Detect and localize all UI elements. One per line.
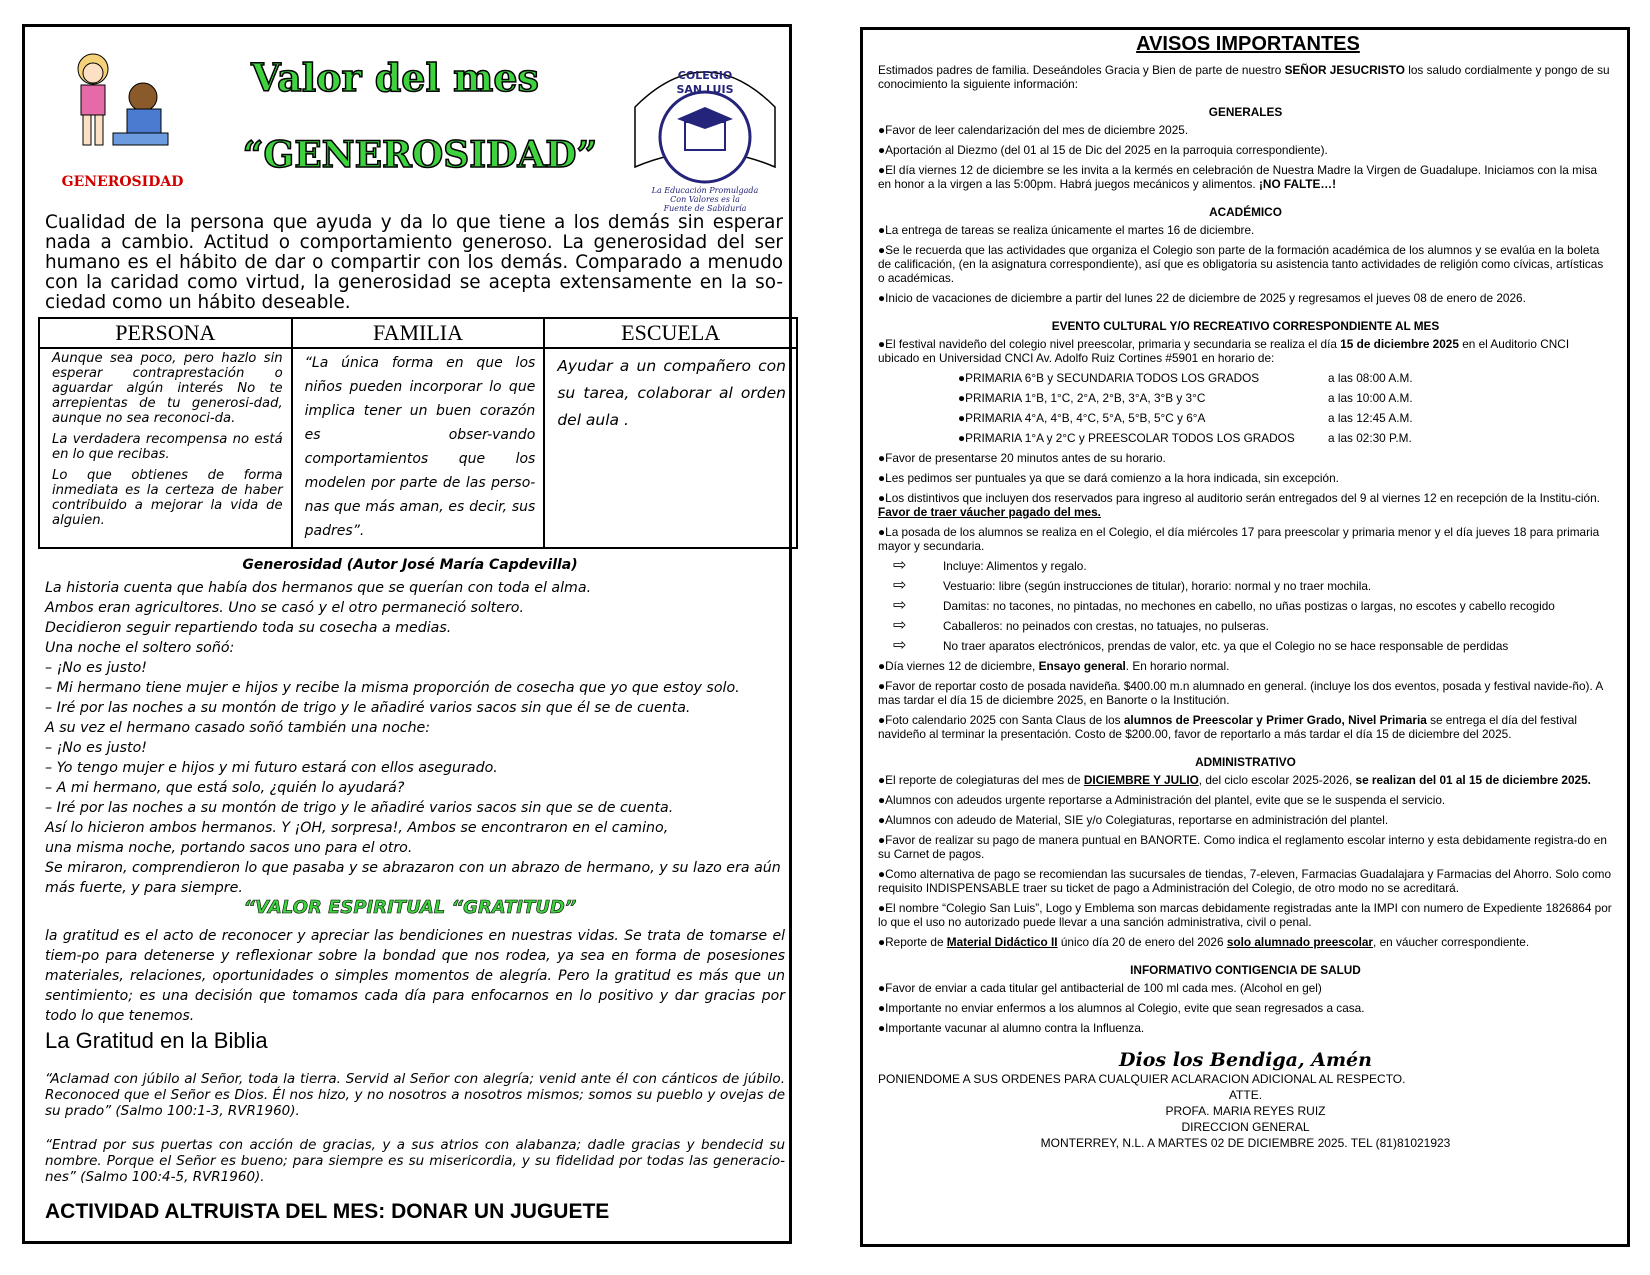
ensayo-text: Día viernes 12 de diciembre, [885,659,1039,673]
story-line: una misma noche, portando sacos uno para el otro. [45,840,413,856]
story-line: Decidieron seguir repartiendo toda su cosecha a medias. [45,620,452,636]
material-text: único día 20 de enero del 2026 [1057,935,1227,949]
bullet-item: ● Les pedimos ser puntuales ya que se dará comienzo a la hora indicada, sin excepción. [878,471,1613,485]
material-text: , en váucher correspondiente. [1373,935,1530,949]
ensayo-bold: Ensayo general [1038,659,1126,673]
closing-line: ATTE. [1228,1088,1263,1102]
bullet-item [878,491,1613,519]
header-escuela: ESCUELA [544,318,797,348]
header-persona: PERSONA [39,318,292,348]
schedule-time: a las 02:30 P.M. [1328,431,1412,445]
material-bold: solo alumnado preescolar [1226,935,1374,949]
bullet-item: ● Inicio de vacaciones de diciembre a partir del lunes 22 de diciembre de 2025 y regresamos el jueves 08 de enero de 2026. [878,291,1613,305]
bullet-item: ● El nombre “Colegio San Luis”, Logo y Emblema son marcas debidamente registradas ante la IMPI con numero de Expediente 1826864 por lo que el uso no autorizado puede llevar a una sanción administrativa, civil o penal. [878,901,1613,929]
story-line: – Yo tengo mujer e hijos y mi futuro estará con ellos asegurado. [45,760,498,776]
arrow-text: No traer aparatos electrónicos, prendas de valor, etc. ya que el Colegio no se hace responsable de perdidas [943,639,1509,653]
academico-heading: ACADÉMICO [1209,205,1282,219]
bullet-item: ● Alumnos con adeudos urgente reportarse a Administración del plantel, evite que se le suspenda el servicio. [878,793,1613,807]
foto-text: se entrega el día del festival navideño al terminar la presentación. Costo de $200.00, favor de reportarlo a más tardar el día 15 de diciembre del 2025. [878,713,1577,741]
bullet-item: ● Importante no enviar enfermos a los alumnos al Colegio, evite que sean regresados a casa. [878,1001,1613,1015]
logo-text-bottom: SAN LUIS [676,83,734,96]
coleg-text: , del ciclo escolar 2025-2026, [1198,773,1356,787]
story-line: Así lo hicieron ambos hermanos. Y ¡OH, sorpresa!, Ambos se encontraron en el camino, [45,820,669,836]
place-date-phone: MONTERREY, N.L. A MARTES 02 DE DICIEMBRE 2025. TEL (81)81021923 [1040,1136,1451,1150]
material-bold: Material Didáctico II [946,935,1058,949]
schedule-group: ● PRIMARIA 4°A, 4°B, 4°C, 5°A, 5°B, 5°C y 6°A [958,411,1328,425]
bullet-item: ● Favor de presentarse 20 minutos antes de su horario. [878,451,1613,465]
schedule-row [958,431,1613,445]
greeting [878,63,1613,91]
bullet-item [878,659,1613,673]
festival-text: El festival navideño del colegio nivel preescolar, primaria y secundaria se realiza el día [885,337,1341,351]
story-line: Se miraron, comprendieron lo que pasaba y se abrazaron con un abrazo de hermano, y su lazo era aún más fuerte, y para siempre. [45,860,781,896]
schedule-time: a las 08:00 A.M. [1328,371,1413,385]
bullet-item [878,713,1613,741]
logo-motto-1: La Educación Promulgada [651,186,759,195]
story-text [45,578,785,898]
distintivos-bold: Favor de traer váucher pagado del mes. [878,505,1101,519]
story-line: – ¡No es justo! [45,660,147,676]
greeting-text: los saludo cordialmente y pongo de su conocimiento la siguiente información: [878,63,1610,91]
schedule-row [958,371,1613,385]
generosidad-definition: Cualidad de la persona que ayuda y da lo que tiene a los demás sin esperar nada a cambio. Actitud o comportamiento generoso. La generosidad del ser humano es el hábito de dar o compartir con los demás. Comparado a menudo con la caridad como virtud, la generosidad se acepta extensamente en la so-ciedad como un hábito deseable. [45,212,783,313]
persona-text-2: La verdadera recompensa no está en lo que recibas. [52,432,283,462]
bullet-item: ● Como alternativa de pago se recomiendan las sucursales de tiendas, 7-eleven, Farmacias Guadalajara y Farmacias del Ahorro. Solo como requisito INDISPENSABLE traer su ticket de pago a Administración del Colegio, de otro modo no se acreditará. [878,867,1613,895]
persona-cell [39,348,292,548]
bullet-item: ● Aportación al Diezmo (del 01 al 15 de Dic del 2025 en la parroquia correspondiente). [878,143,1613,157]
arrow-text: Incluye: Alimentos y regalo. [943,559,1087,573]
logo-text-top: COLEGIO [677,69,733,82]
material-text: Reporte de [885,935,947,949]
schedule-time: a las 10:00 A.M. [1328,391,1413,405]
coleg-text: El reporte de colegiaturas del mes de [885,773,1084,787]
bullet-item: ● Favor de reportar costo de posada navideña. $400.00 m.n alumnado en general. (incluye los dos eventos, posada y festival navide-ño). A mas tardar el día 15 de diciembre 2025, en Banorte o la Institución. [878,679,1613,707]
schedule-group: ● PRIMARIA 1°A y 2°C y PREESCOLAR TODOS LOS GRADOS [958,431,1328,445]
administrativo-heading: ADMINISTRATIVO [1195,755,1296,769]
story-line: – ¡No es justo! [45,740,147,756]
story-line: – Iré por las noches a su montón de trigo y le añadiré varios sacos sin que él se de cuenta. [45,700,691,716]
arrow-text: Damitas: no tacones, no pintadas, no mechones en cabello, no uñas postizas o largas, no escotes y cabello recogido [943,599,1555,613]
bullet-item [878,337,1613,365]
story-line: – Mi hermano tiene mujer e hijos y recibe la misma proporción de cosecha que yo que estoy solo. [45,680,740,696]
header-familia: FAMILIA [292,318,545,348]
actividad-altruista: ACTIVIDAD ALTRUISTA DEL MES: DONAR UN JUGUETE [45,1200,610,1223]
story-line: – Iré por las noches a su montón de trigo y le añadiré varios sacos sin que se de cuenta. [45,800,674,816]
closing-line: PONIENDOME A SUS ORDENES PARA CUALQUIER ACLARACION ADICIONAL AL RESPECTO. [878,1072,1406,1086]
coleg-months: DICIEMBRE Y JULIO [1083,773,1199,787]
gratitud-biblia-heading: La Gratitud en la Biblia [45,1028,268,1053]
bullet-item: ● Se le recuerda que las actividades que organiza el Colegio son parte de la formación académica de los alumnos y se evalúa en la boleta de calificación, (en la asignatura correspondiente), así que es obligatoria su asistencia tanto actividades de religión como cívicas, artísticas o académicas. [878,243,1613,285]
blessing: Dios los Bendiga, Amén [1119,1049,1372,1071]
persona-text-3: Lo que obtienes de forma inmediata es la certeza de haber contribuido a mejorar la vida de alguien. [52,468,283,528]
arrow-item [893,599,1613,613]
persona-text-1: Aunque sea poco, pero hazlo sin esperar contraprestación o aguardar algún interés No te arrepientas de tu generosi-dad, aunque no sea reconoci-da. [52,351,283,426]
arrow-text: Vestuario: libre (según instrucciones de titular), horario: normal y no traer mochila. [943,579,1372,593]
generosidad-caption: GENEROSIDAD [61,174,184,190]
bible-verse-2: “Entrad por sus puertas con acción de gracias, y a sus atrios con alabanza; dadle gracias y bendecid su nombre. Porque el Señor es bueno; para siempre es su misericordia, y su fidelidad por todas las generacio-nes” (Salmo 100:4-5, RVR1960). [45,1137,785,1185]
bullet-item: ● Favor de leer calendarización del mes de diciembre 2025. [878,123,1613,137]
bullet-item: ● La posada de los alumnos se realiza en el Colegio, el día miércoles 17 para preescolar y primaria menor y el día jueves 18 para primaria mayor y secundaria. [878,525,1613,553]
right-panel [860,27,1630,1247]
arrow-text: Caballeros: no peinados con crestas, no tatuajes, no pulseras. [943,619,1269,633]
greeting-text: Estimados padres de familia. Deseándoles Gracia y Bien de parte de nuestro [878,63,1285,77]
escuela-cell: Ayudar a un compañero con su tarea, colaborar al orden del aula . [544,348,797,548]
arrow-item [893,639,1613,653]
evento-heading: EVENTO CULTURAL Y/O RECREATIVO CORRESPONDIENTE AL MES [1051,319,1440,333]
story-line: La historia cuenta que había dos hermanos que se querían con toda el alma. [45,580,592,596]
greeting-bold: SEÑOR JESUCRISTO [1284,63,1405,77]
colegio-san-luis-logo [625,47,785,212]
story-line: Una noche el soltero soñó: [45,640,235,656]
closing [878,1071,1613,1151]
schedule-group: ● PRIMARIA 1°B, 1°C, 2°A, 2°B, 3°A, 3°B y 3°C [958,391,1328,405]
valor-espiritual-title: “VALOR ESPIRITUAL “GRATITUD” [243,897,577,918]
schedule-group: ● PRIMARIA 6°B y SECUNDARIA TODOS LOS GRADOS [958,371,1328,385]
foto-text: Foto calendario 2025 con Santa Claus de los [885,713,1124,727]
arrow-icon: ⇨ [893,637,907,654]
kermes-bold: ¡NO FALTE…! [1259,177,1337,191]
bullet-item: ● Alumnos con adeudo de Material, SIE y/o Colegiaturas, reportarse en administración del plantel. [878,813,1613,827]
values-table [38,317,798,549]
arrow-icon: ⇨ [893,557,907,574]
familia-cell: “La única forma en que los niños pueden incorporar lo que implica tener un buen corazón es obser-vando comportamientos que los modelen por parte de las perso-nas que más aman, es decir, sus padres”. [292,348,545,548]
story-line: – A mi hermano, que está solo, ¿quién lo ayudará? [45,780,405,796]
generosidad-title: “GENEROSIDAD” [242,134,598,176]
distintivos-text: Los distintivos que incluyen dos reservados para ingreso al auditorio serán entregados del 9 al viernes 12 en recepción de la Institu-ción. [885,491,1600,505]
avisos-body [878,63,1613,1151]
story-line: A su vez el hermano casado soñó también una noche: [45,720,431,736]
festival-date: 15 de diciembre 2025 [1340,337,1459,351]
arrow-item [893,579,1613,593]
bullet-item: ● La entrega de tareas se realiza únicamente el martes 16 de diciembre. [878,223,1613,237]
bullet-item [878,773,1613,787]
values-table-row [39,348,797,548]
girl-helping-man-illustration [53,47,178,157]
salud-heading: INFORMATIVO CONTIGENCIA DE SALUD [1130,963,1361,977]
avisos-title: AVISOS IMPORTANTES [1136,33,1360,55]
generales-heading: GENERALES [1208,105,1283,119]
ensayo-text: . En horario normal. [1125,659,1230,673]
bullet-item: ● Favor de realizar su pago de manera puntual en BANORTE. Como indica el reglamento escolar interno y esta debidamente registra-do en su Carnet de pagos. [878,833,1613,861]
schedule-time: a las 12:45 A.M. [1328,411,1413,425]
bullet-item: ● Favor de enviar a cada titular gel antibacterial de 100 ml cada mes. (Alcohol en gel) [878,981,1613,995]
bullet-item: ● Importante vacunar al alumno contra la Influenza. [878,1021,1613,1035]
bullet-item [878,163,1613,191]
signature-title: DIRECCION GENERAL [1181,1120,1310,1134]
festival-text: en el Auditorio CNCI ubicado en Universidad CNCI Av. Adolfo Ruiz Cortines #5901 en horario de: [878,337,1570,365]
arrow-item [893,619,1613,633]
story-title: Generosidad (Autor José María Capdevilla) [242,557,578,573]
left-panel [22,24,792,1244]
schedule-row [958,411,1613,425]
signature-name: PROFA. MARIA REYES RUIZ [1165,1104,1326,1118]
kermes-text: El día viernes 12 de diciembre se les invita a la kermés en celebración de Nuestra Madre la Virgen de Guadalupe. Iniciamos con la misa en honor a la virgen a las 5:00pm. Habrá juegos mecánicos y alimentos. [878,163,1598,191]
coleg-dates: se realizan del 01 al 15 de diciembre 2025. [1355,773,1591,787]
arrow-item [893,559,1613,573]
logo-motto-3: Fuente de Sabiduría [663,204,747,212]
gratitud-text: la gratitud es el acto de reconocer y apreciar las bendiciones en nuestras vidas. Se trata de tomarse el tiem-po para detenerse y reflexionar sobre la bondad que nos rodea, ya sea en forma de posesiones materiales, relaciones, oportunidades o simples momentos de alegría. Pero la gratitud es más que un sentimiento; es una decisión que tomamos cada día para enfocarnos en lo positivo y dar gracias por todo lo que tenemos. [45,928,785,1024]
arrow-icon: ⇨ [893,617,907,634]
arrow-icon: ⇨ [893,597,907,614]
valor-del-mes-title: Valor del mes [251,55,539,100]
arrow-icon: ⇨ [893,577,907,594]
logo-motto-2: Con Valores es la [670,195,740,204]
values-table-header [39,318,797,348]
foto-bold: alumnos de Preescolar y Primer Grado, Nivel Primaria [1123,713,1427,727]
bullet-item [878,935,1613,949]
schedule-row [958,391,1613,405]
story-line: Ambos eran agricultores. Uno se casó y el otro permaneció soltero. [45,600,524,616]
bible-verse-1: “Aclamad con júbilo al Señor, toda la tierra. Servid al Señor con alegría; venid ante él con cánticos de júbilo. Reconoced que el Señor es Dios. Él nos hizo, y no nosotros a nosotros mismos; somos su pueblo y ovejas de su prado” (Salmo 100:1-3, RVR1960). [45,1071,785,1119]
